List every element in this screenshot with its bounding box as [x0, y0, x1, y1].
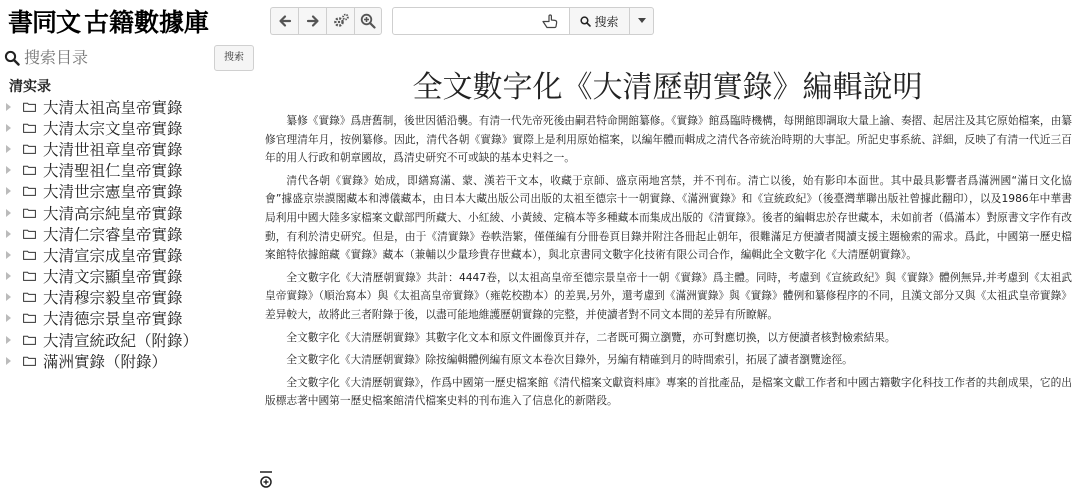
folder-icon	[23, 186, 36, 196]
tree-item[interactable]	[0, 117, 262, 138]
expand-caret-icon[interactable]	[6, 209, 11, 217]
expand-caret-icon[interactable]	[6, 293, 11, 301]
folder-icon	[23, 102, 36, 112]
settings-button[interactable]	[326, 7, 354, 35]
document-paragraph: 全文數字化《大清歷朝實錄》，作爲中國第一歷史檔案館《清代檔案文獻資料庫》專案的首批產品，是檔案文獻工作者和中國古籍數字化科技工作者的共創成果，它的出版標志著中國第一歷史檔案館清代檔案史料的刊布進入了信息化的新階段。	[265, 375, 1072, 408]
tree-item[interactable]	[0, 223, 262, 244]
tree-item[interactable]	[0, 287, 262, 308]
expand-caret-icon[interactable]	[6, 272, 11, 280]
tree-item[interactable]	[0, 202, 262, 223]
expand-caret-icon[interactable]	[6, 314, 11, 322]
expand-icon[interactable]	[258, 471, 274, 489]
caret-down-icon	[638, 18, 646, 24]
expand-caret-icon[interactable]	[6, 187, 11, 195]
toolbar-nav-group	[270, 7, 382, 35]
folder-icon	[23, 292, 36, 302]
expand-caret-icon[interactable]	[6, 145, 11, 153]
document-view	[255, 66, 1080, 415]
document-paragraph: 全文數字化《大清歷朝實錄》共計：4447卷，以太祖高皇帝至德宗景皇帝十一朝《實錄》爲主體。同時，考慮到《宣統政紀》與《實錄》體例無异,并考慮到《太祖武皇帝實錄》（順治寫本）與《太祖高皇帝實錄》（雍乾校勘本）的差異,另外，還考慮到《滿洲實錄》與《實錄》體例和纂修程序的不同，且漢文部分又與《太祖武皇帝實錄》差异較大，故將此三者附錄于後，以盡可能地維護歷朝實錄的完整，并使讀者對不同文本間的差异有所瞭解。	[265, 270, 1072, 321]
catalog-search-input[interactable]	[24, 44, 224, 72]
expand-caret-icon[interactable]	[6, 357, 11, 365]
zoom-in-button[interactable]	[354, 7, 382, 35]
document-title: 全文數字化《大清歷朝實錄》編輯說明	[412, 70, 923, 105]
tree-item-label: 大清德宗景皇帝實錄	[43, 310, 183, 329]
search-options-dropdown[interactable]	[630, 7, 654, 35]
fulltext-search-input[interactable]	[392, 7, 570, 35]
tree-root-label[interactable]: 清实录	[9, 79, 51, 95]
tree-item[interactable]	[0, 181, 262, 202]
forward-button[interactable]	[298, 7, 326, 35]
logo-brand: 書同文	[8, 8, 81, 37]
back-button[interactable]	[270, 7, 298, 35]
folder-icon	[23, 123, 36, 133]
folder-icon	[23, 250, 36, 260]
tree-item-label: 大清太宗文皇帝實錄	[43, 119, 183, 138]
document-paragraph: 全文數字化《大清歷朝實錄》其數字化文本和原文件圖像頁并存，二者既可獨立瀏覽，亦可對應切換，以方便讀者核對檢索結果。	[286, 330, 896, 344]
expand-caret-icon[interactable]	[6, 124, 11, 132]
tree-item[interactable]	[0, 160, 262, 181]
app-logo	[0, 0, 262, 42]
catalog-search-button[interactable]: 搜索	[214, 45, 254, 71]
tree-item[interactable]	[0, 308, 262, 329]
folder-icon	[23, 313, 36, 323]
catalog-search	[0, 42, 262, 74]
expand-caret-icon[interactable]	[6, 336, 11, 344]
search-icon	[4, 50, 20, 66]
toolbar	[270, 6, 654, 36]
tree-item[interactable]	[0, 329, 262, 350]
tree-item-label: 大清世祖章皇帝實錄	[43, 140, 183, 159]
tree-item[interactable]	[0, 138, 262, 159]
fulltext-search-button[interactable]	[570, 7, 630, 35]
expand-caret-icon[interactable]	[6, 251, 11, 259]
arrow-left-icon	[278, 14, 292, 28]
tree-item[interactable]	[0, 244, 262, 265]
hand-pointer-icon[interactable]	[541, 13, 559, 29]
logo-name: 古籍數據庫	[84, 8, 210, 37]
tree-item-label: 大清高宗純皇帝實錄	[43, 204, 183, 223]
tree-item-label: 大清太祖高皇帝實錄	[43, 98, 183, 117]
tree-item-label: 大清穆宗毅皇帝實錄	[43, 289, 183, 308]
zoom-in-icon	[360, 13, 376, 29]
tree-item-label: 大清世宗憲皇帝實錄	[43, 183, 183, 202]
folder-icon	[23, 144, 36, 154]
expand-caret-icon[interactable]	[6, 103, 11, 111]
expand-caret-icon[interactable]	[6, 230, 11, 238]
folder-icon	[23, 271, 36, 281]
tree-item-label: 大清聖祖仁皇帝實錄	[43, 162, 183, 181]
tree-item[interactable]	[0, 350, 262, 371]
document-paragraph: 纂修《實錄》爲唐舊制，後世因循沿襲。有清一代先帝死後由嗣君特命開館纂修。《實錄》館爲臨時機構，每開館即調取大量上諭、奏摺、起居注及其它原始檔案，由纂修官理清年月，按例纂修。因此，清代各朝《實錄》實際上是利用原始檔案，以編年體而輯成之清代各帝統治時期的大事記。所記史事系統、詳細，反映了有清一代近三百年的用人行政和朝章國故，爲清史研究不可或缺的基本史料之一。	[265, 114, 1072, 165]
document-paragraph: 全文數字化《大清歷朝實錄》除按編輯體例編有原文本卷次目錄外，另編有精確到月的時間索引，拓展了讀者瀏覽途徑。	[286, 353, 853, 367]
settings-icon	[332, 13, 350, 29]
search-button-label: 搜索	[594, 14, 619, 29]
tree-item-label: 大清文宗顯皇帝實錄	[43, 268, 183, 287]
tree-item[interactable]	[0, 266, 262, 287]
folder-icon	[23, 335, 36, 345]
folder-icon	[23, 165, 36, 175]
expand-caret-icon[interactable]	[6, 166, 11, 174]
folder-icon	[23, 229, 36, 239]
folder-icon	[23, 356, 36, 366]
search-icon	[580, 16, 591, 27]
tree-item-label: 大清仁宗睿皇帝實錄	[43, 225, 183, 244]
folder-icon	[23, 208, 36, 218]
arrow-right-icon	[306, 14, 320, 28]
tree-item-label: 大清宣統政紀（附錄）	[43, 331, 199, 350]
document-paragraph: 清代各朝《實錄》始成，即繕寫滿、蒙、漢若干文本，收藏于京師、盛京兩地宮禁，并不刊布。清亡以後，始有影印本面世。其中最具影響者爲滿洲國“滿日文化協會”據盛京崇謨閣藏本和溥儀藏本，由日本大藏出版公司出版的太祖至德宗十一朝實錄、《滿洲實錄》和《宣統政紀》（後臺灣華聯出版社曾據此翻印），以及1986年中華書局利用中國大陸多家檔案文獻部門所藏大、小紅綾、小黃綾、定稿本等多種藏本而集成出版的《清實錄》。後者的編輯忠於存世藏本，未如前者（僞滿本）對原書文字作有改動，有利於清史研究。但是，由于《清實錄》卷帙浩繁，僅僅編有分冊卷頁目錄并附注各冊起止朝年，很難滿足方便讀者閱讀支援主題檢索的需求。爲此，中國第一歷史檔案館特依據館藏《實錄》藏本（兼輔以少量珍貴存世藏本），與北京書同文數字化技術有限公司合作，編輯此全文數字化《大清歷朝實錄》。	[265, 173, 1072, 262]
tree-item[interactable]	[0, 96, 262, 117]
catalog-tree	[0, 78, 262, 371]
tree-item-label: 大清宣宗成皇帝實錄	[43, 246, 183, 265]
tree-item-label: 滿洲實錄（附錄）	[43, 352, 168, 371]
